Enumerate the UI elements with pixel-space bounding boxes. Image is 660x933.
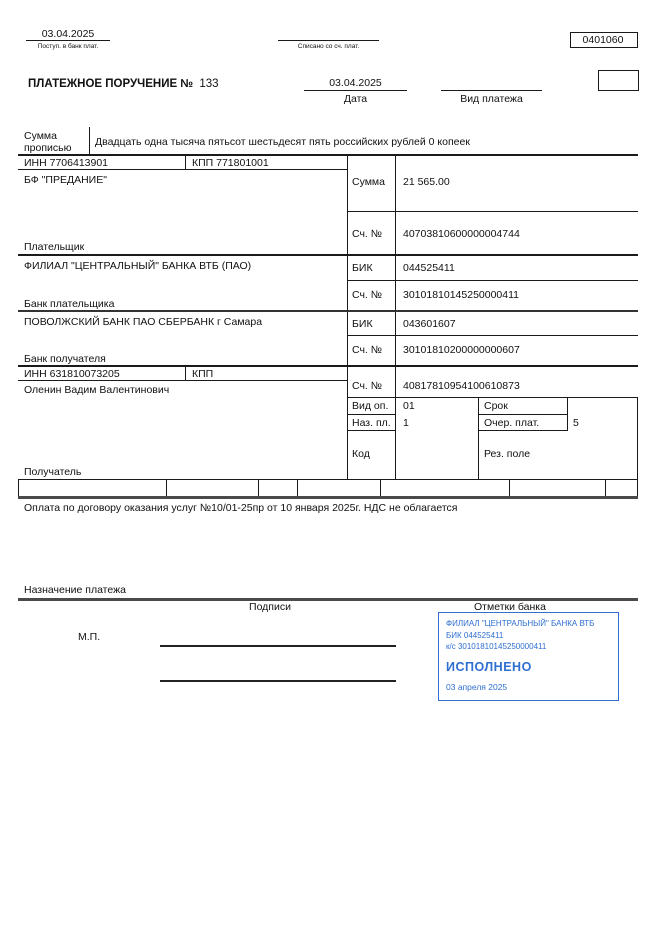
stamp-place-label: М.П.	[78, 631, 101, 643]
tax-row-divider-0	[18, 479, 19, 497]
payee-inn-kpp-divider	[185, 365, 186, 380]
pay-purpose-label: Наз. пл.	[352, 417, 391, 429]
payer-inn-kpp-divider	[185, 154, 186, 169]
payee-name: Оленин Вадим Валентинович	[24, 384, 170, 396]
payment-type-underline	[441, 90, 542, 91]
amount-value: 21 565.00	[403, 176, 450, 188]
payee-bank-account-value: 30101810200000000607	[403, 344, 520, 356]
payee-inn: ИНН 631810073205	[24, 368, 120, 380]
payer-bank-account-label: Сч. №	[352, 289, 383, 301]
date-underline	[304, 90, 407, 91]
date-label: Дата	[343, 93, 368, 105]
op-type-label: Вид оп.	[352, 400, 389, 412]
document-title	[28, 78, 219, 90]
bank-marks-title: Отметки банка	[474, 601, 546, 613]
payer-account-value: 40703810600000004744	[403, 228, 520, 240]
received-date: 03.04.2025	[41, 28, 95, 40]
op-type-underline	[347, 414, 395, 415]
payee-account-value: 40817810954100610873	[403, 380, 520, 392]
payee-bank-account-label: Сч. №	[352, 344, 383, 356]
table-divider-labels	[395, 154, 396, 480]
payee-bank-role-label: Банк получателя	[24, 353, 106, 365]
priority-label: Очер. плат.	[484, 417, 540, 429]
bank-stamp	[438, 612, 619, 701]
stamp-date: 03 апреля 2025	[446, 682, 508, 692]
tax-row-divider-2	[258, 479, 259, 497]
operation-grid-right-border	[637, 397, 638, 480]
received-underline	[26, 40, 110, 41]
purpose-label: Назначение платежа	[24, 584, 126, 596]
payer-bank-name: ФИЛИАЛ "ЦЕНТРАЛЬНЫЙ" БАНКА ВТБ (ПАО)	[24, 260, 252, 272]
tax-row-divider-5	[509, 479, 510, 497]
operation-grid-divider-2	[567, 397, 568, 431]
stamp-status: ИСПОЛНЕНО	[446, 659, 532, 674]
purpose-text: Оплата по договору оказания услуг №10/01-25пр от 10 января 2025г. НДС не облагается	[24, 502, 458, 514]
priority-value: 5	[573, 417, 579, 429]
priority-underline	[478, 430, 567, 431]
document-title-text: ПЛАТЕЖНОЕ ПОРУЧЕНИЕ №	[28, 78, 194, 90]
payment-type-label: Вид платежа	[460, 93, 523, 105]
separator-payer-bank	[18, 310, 638, 312]
payee-account-underline	[347, 397, 638, 398]
pay-purpose-underline	[347, 430, 395, 431]
stamp-bank-name: ФИЛИАЛ "ЦЕНТРАЛЬНЫЙ" БАНКА ВТБ	[446, 619, 595, 628]
payee-bank-bik-value: 043601607	[403, 318, 456, 330]
document-date: 03.04.2025	[329, 77, 382, 89]
payee-role-label: Получатель	[24, 466, 82, 478]
table-divider-main	[347, 154, 348, 480]
payee-inn-underline	[18, 380, 347, 381]
form-code-box	[570, 32, 638, 48]
received-label: Поступ. в банк плат.	[37, 43, 99, 50]
payee-bank-name: ПОВОЛЖСКИЙ БАНК ПАО СБЕРБАНК г Самара	[24, 316, 263, 328]
operation-grid-divider-1	[478, 397, 479, 480]
payee-kpp-label: КПП	[192, 368, 214, 380]
payer-bank-account-value: 30101810145250000411	[403, 289, 520, 301]
amount-words-text: Двадцать одна тысяча пятьсот шестьдесят пять российских рублей 0 копеек	[95, 136, 470, 148]
signatures-title: Подписи	[249, 601, 291, 613]
payer-bank-bik-label: БИК	[352, 262, 373, 274]
tax-row-divider-7	[637, 479, 638, 497]
reserve-field-label: Рез. поле	[484, 448, 531, 460]
payer-account-label: Сч. №	[352, 228, 383, 240]
amount-label: Сумма	[352, 176, 385, 188]
separator-payee-bank	[18, 365, 638, 367]
document-number: 133	[199, 78, 219, 90]
amount-words-divider	[89, 127, 90, 154]
separator-payer	[18, 254, 638, 256]
payer-bank-role-label: Банк плательщика	[24, 298, 115, 310]
tax-row-divider-6	[605, 479, 606, 497]
payee-account-label: Сч. №	[352, 380, 383, 392]
separator-amount-words	[18, 154, 638, 156]
payee-bank-bik-underline	[347, 335, 638, 336]
payment-type-box	[598, 70, 639, 91]
signature-line-2	[160, 680, 396, 682]
separator-tax-row	[18, 496, 638, 499]
tax-row-divider-1	[166, 479, 167, 497]
tax-row-divider-4	[380, 479, 381, 497]
payee-bank-bik-label: БИК	[352, 318, 373, 330]
form-code: 0401060	[582, 34, 624, 46]
op-type-value: 01	[403, 400, 415, 412]
term-underline	[478, 414, 567, 415]
signature-line-1	[160, 645, 396, 647]
payer-role-label: Плательщик	[24, 241, 85, 253]
payer-name: БФ "ПРЕДАНИЕ"	[24, 174, 107, 186]
amount-underline	[347, 211, 638, 212]
tax-row-divider-3	[297, 479, 298, 497]
code-label: Код	[352, 448, 370, 460]
debited-label: Списано со сч. плат.	[297, 43, 360, 50]
payer-bank-bik-value: 044525411	[403, 262, 455, 274]
stamp-bik: БИК 044525411	[446, 630, 504, 640]
term-label: Срок	[484, 400, 508, 412]
stamp-corr-account: к/с 30101810145250000411	[446, 642, 547, 651]
pay-purpose-value: 1	[403, 417, 409, 429]
debited-underline	[278, 40, 379, 41]
amount-words-label: Сумма прописью	[24, 130, 72, 154]
payer-bank-bik-underline	[347, 280, 638, 281]
payer-inn-underline	[18, 169, 347, 170]
tax-row-top-border	[18, 479, 638, 480]
payer-kpp: КПП 771801001	[192, 157, 269, 169]
payer-inn: ИНН 7706413901	[24, 157, 109, 169]
